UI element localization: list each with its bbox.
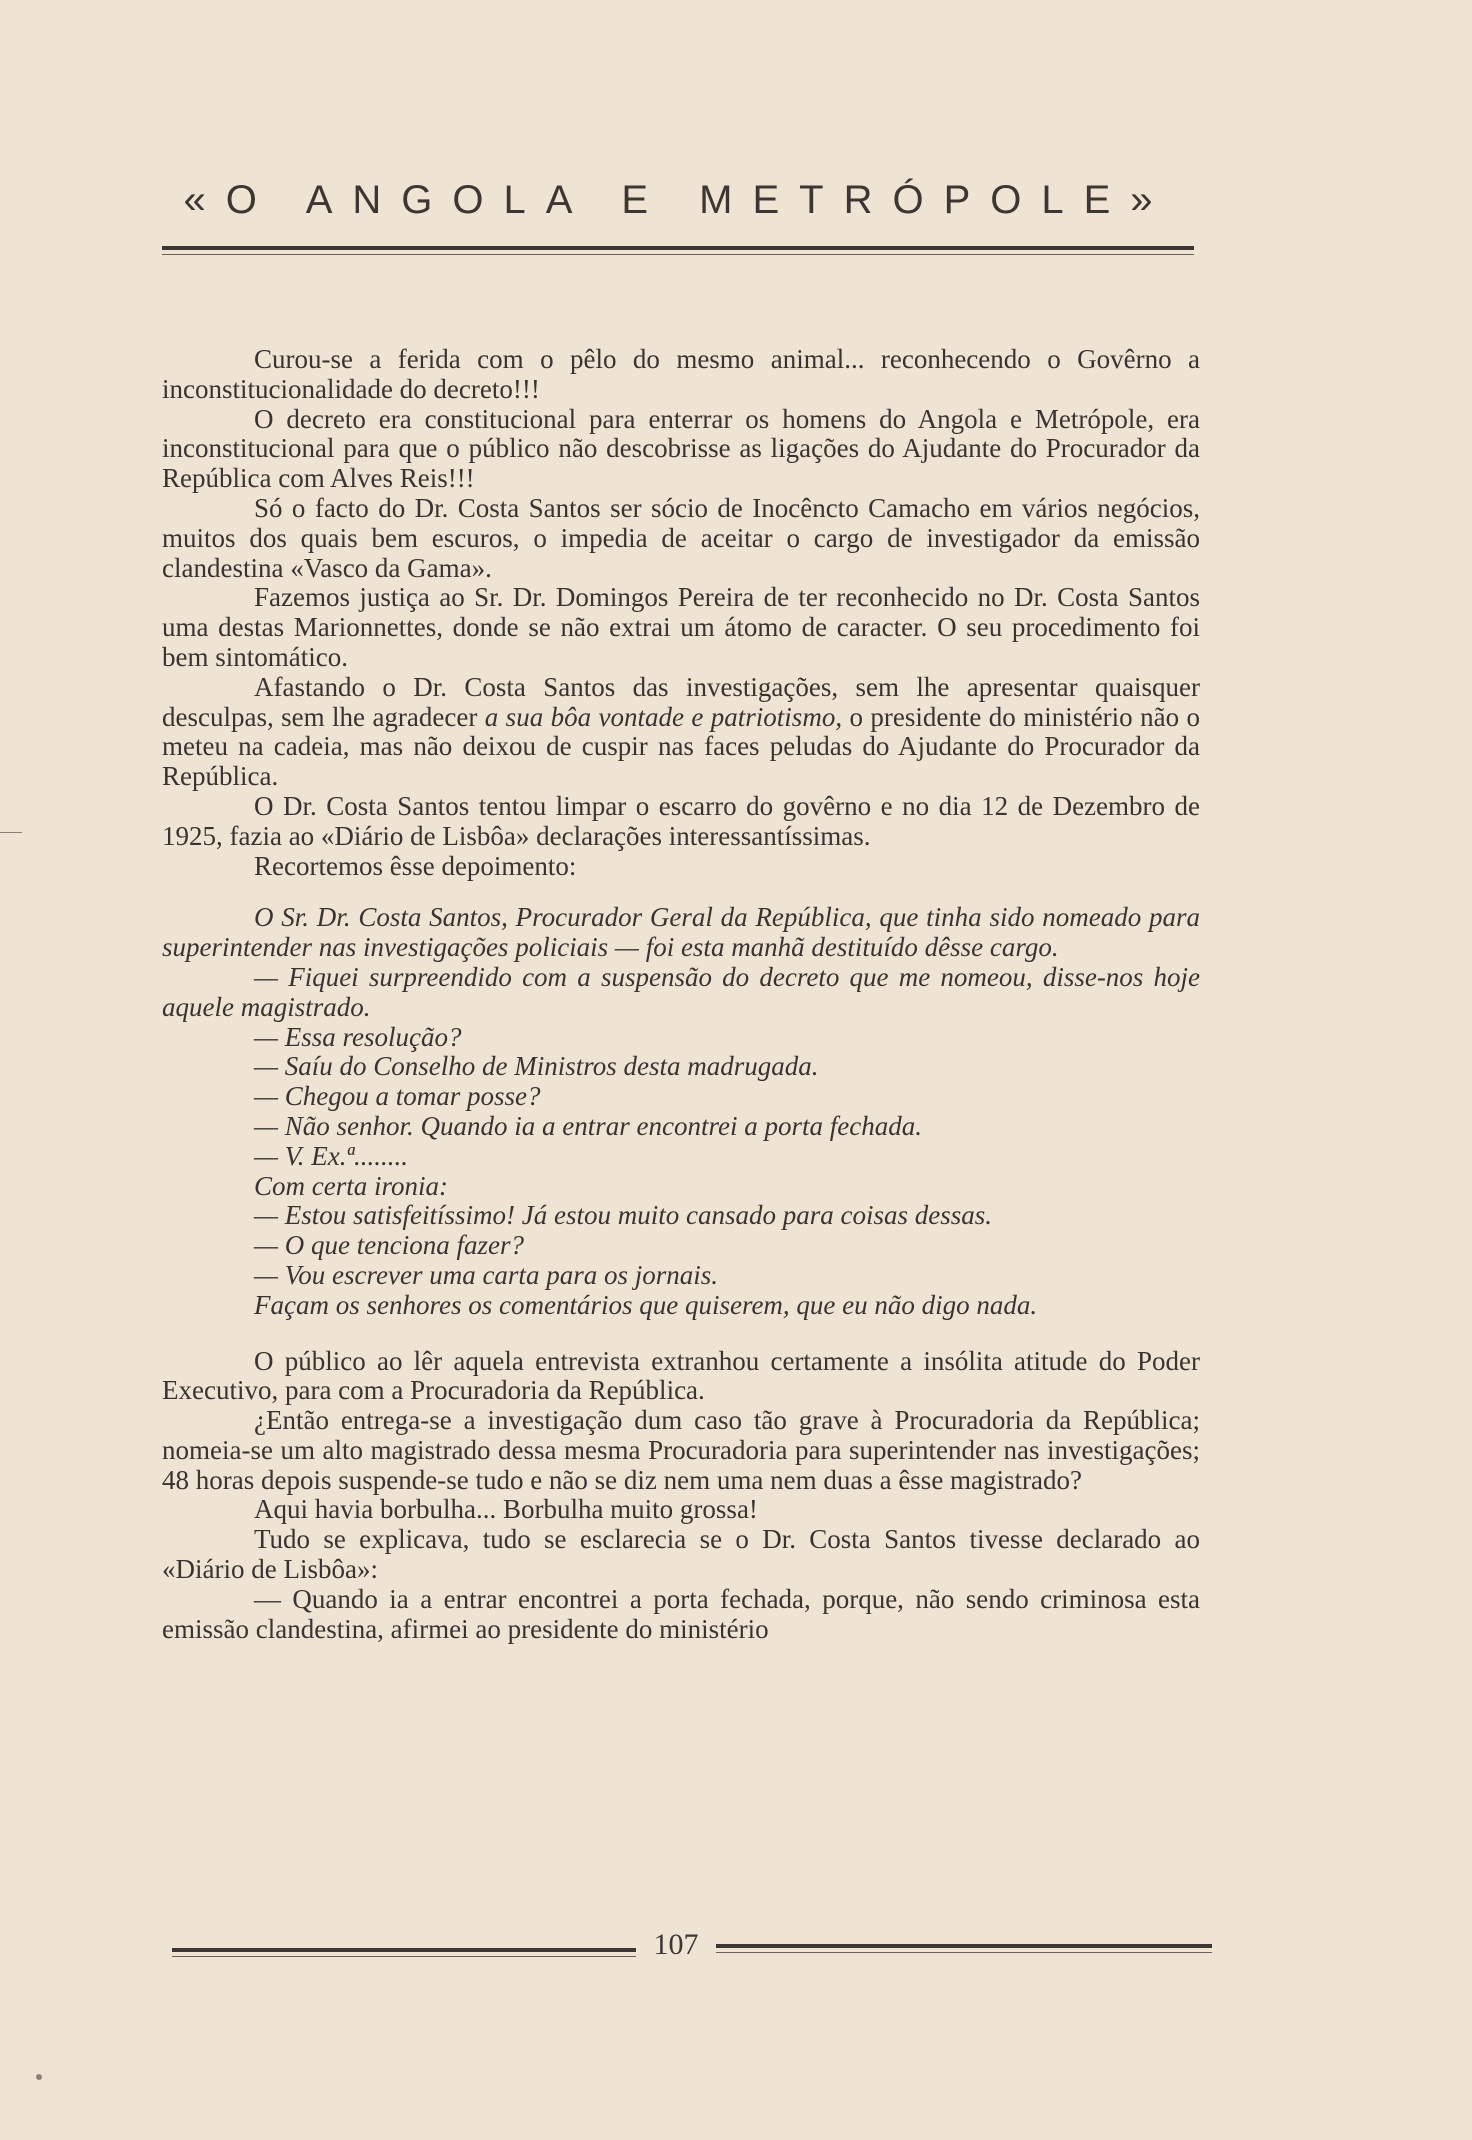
paragraph: ¿Então entrega-se a investigação dum caso tão grave à Procuradoria da República; nomeia-se um alto magistrado dessa mesma Procuradoria para superintender nas investigações; 48 horas depois suspende-se tudo e não se diz nem uma nem duas a êsse magistrado? [162,1405,1200,1495]
header-rule-thin [162,254,1194,255]
paragraph-italic-text: a sua bôa vontade e patriotismo, [484,701,843,732]
quote-line: — Saíu do Conselho de Ministros desta madrugada. [254,1051,819,1082]
paper-speck [36,2074,42,2080]
quote-line: — Não senhor. Quando ia a entrar encontrei a porta fechada. [254,1110,922,1141]
running-header: «O ANGOLA E METRÓPOLE» [183,178,1173,222]
quote-line: — V. Ex.ª........ [254,1140,408,1171]
paragraph: Tudo se explicava, tudo se esclarecia se o Dr. Costa Santos tivesse declarado ao «Diário de Lisbôa»: [162,1524,1200,1585]
footer-rule-right-thin [716,1952,1212,1953]
footer-rule-left-thin [172,1956,636,1957]
interview-quote [162,903,1200,1320]
margin-mark [0,832,22,833]
quote-line: — Essa resolução? [254,1021,462,1052]
page-number: 107 [653,1928,699,1961]
paragraph: O público ao lêr aquela entrevista extranhou certamente a insólita atitude do Poder Executivo, para com a Procuradoria da República. [162,1345,1200,1406]
quote-line: — Fiquei surpreendido com a suspensão do decreto que me nomeou, disse-nos hoje aquele magistrado. [162,961,1200,1022]
quote-line: — Estou satisfeitíssimo! Já estou muito cansado para coisas dessas. [254,1200,993,1231]
paragraph [162,673,1200,792]
paragraph: O Dr. Costa Santos tentou limpar o escarro do govêrno e no dia 12 de Dezembro de 1925, fazia ao «Diário de Lisbôa» declarações interessantíssimas. [162,790,1200,851]
footer-rule-left [172,1948,636,1952]
quote-line: — Vou escrever uma carta para os jornais. [254,1259,718,1290]
paragraph: O decreto era constitucional para enterrar os homens do Angola e Metrópole, era inconstitucional para que o público não descobrisse as ligações do Ajudante do Procurador da República com Alves Reis!!! [162,403,1200,494]
quote-line: — Chegou a tomar posse? [254,1081,541,1112]
paragraph: Só o facto do Dr. Costa Santos ser sócio de Inocêncto Camacho em vários negócios, muitos dos quais bem escuros, o impedia de aceitar o cargo de investigador da emissão clandestina «Vasco da Gama». [162,492,1200,583]
quote-line: — O que tenciona fazer? [254,1230,524,1261]
header-rule-thick [162,246,1194,250]
paragraph-text: o presidente do ministério não o meteu na cadeia, mas não deixou de cuspir nas faces peludas do Ajudante do Procurador da República. [162,701,1200,792]
article-body [162,345,1200,1644]
quote-line: O Sr. Dr. Costa Santos, Procurador Geral da República, que tinha sido nomeado para superintender nas investigações policiais — foi esta manhã destituído dêsse cargo. [162,902,1200,963]
paragraph: Curou-se a ferida com o pêlo do mesmo animal... reconhecendo o Govêrno a inconstitucionalidade do decreto!!! [162,344,1200,404]
quote-line: Façam os senhores os comentários que quiserem, que eu não digo nada. [254,1289,1038,1320]
quote-line: Com certa ironia: [254,1170,448,1201]
paragraph: Aqui havia borbulha... Borbulha muito grossa! [254,1494,758,1525]
footer-rule-right [716,1944,1212,1948]
paragraph: Recortemos êsse depoimento: [254,850,577,881]
paragraph: Fazemos justiça ao Sr. Dr. Domingos Pereira de ter reconhecido no Dr. Costa Santos uma destas Marionnettes, donde se não extrai um átomo de caracter. O seu procedimento foi bem sintomático. [162,582,1200,672]
paragraph: — Quando ia a entrar encontrei a porta fechada, porque, não sendo criminosa esta emissão clandestina, afirmei ao presidente do ministério [162,1583,1200,1644]
paragraph-text: Afastando o Dr. Costa Santos das investigações, sem lhe apresentar quaisquer desculpas, sem lhe agradecer [162,671,1200,732]
